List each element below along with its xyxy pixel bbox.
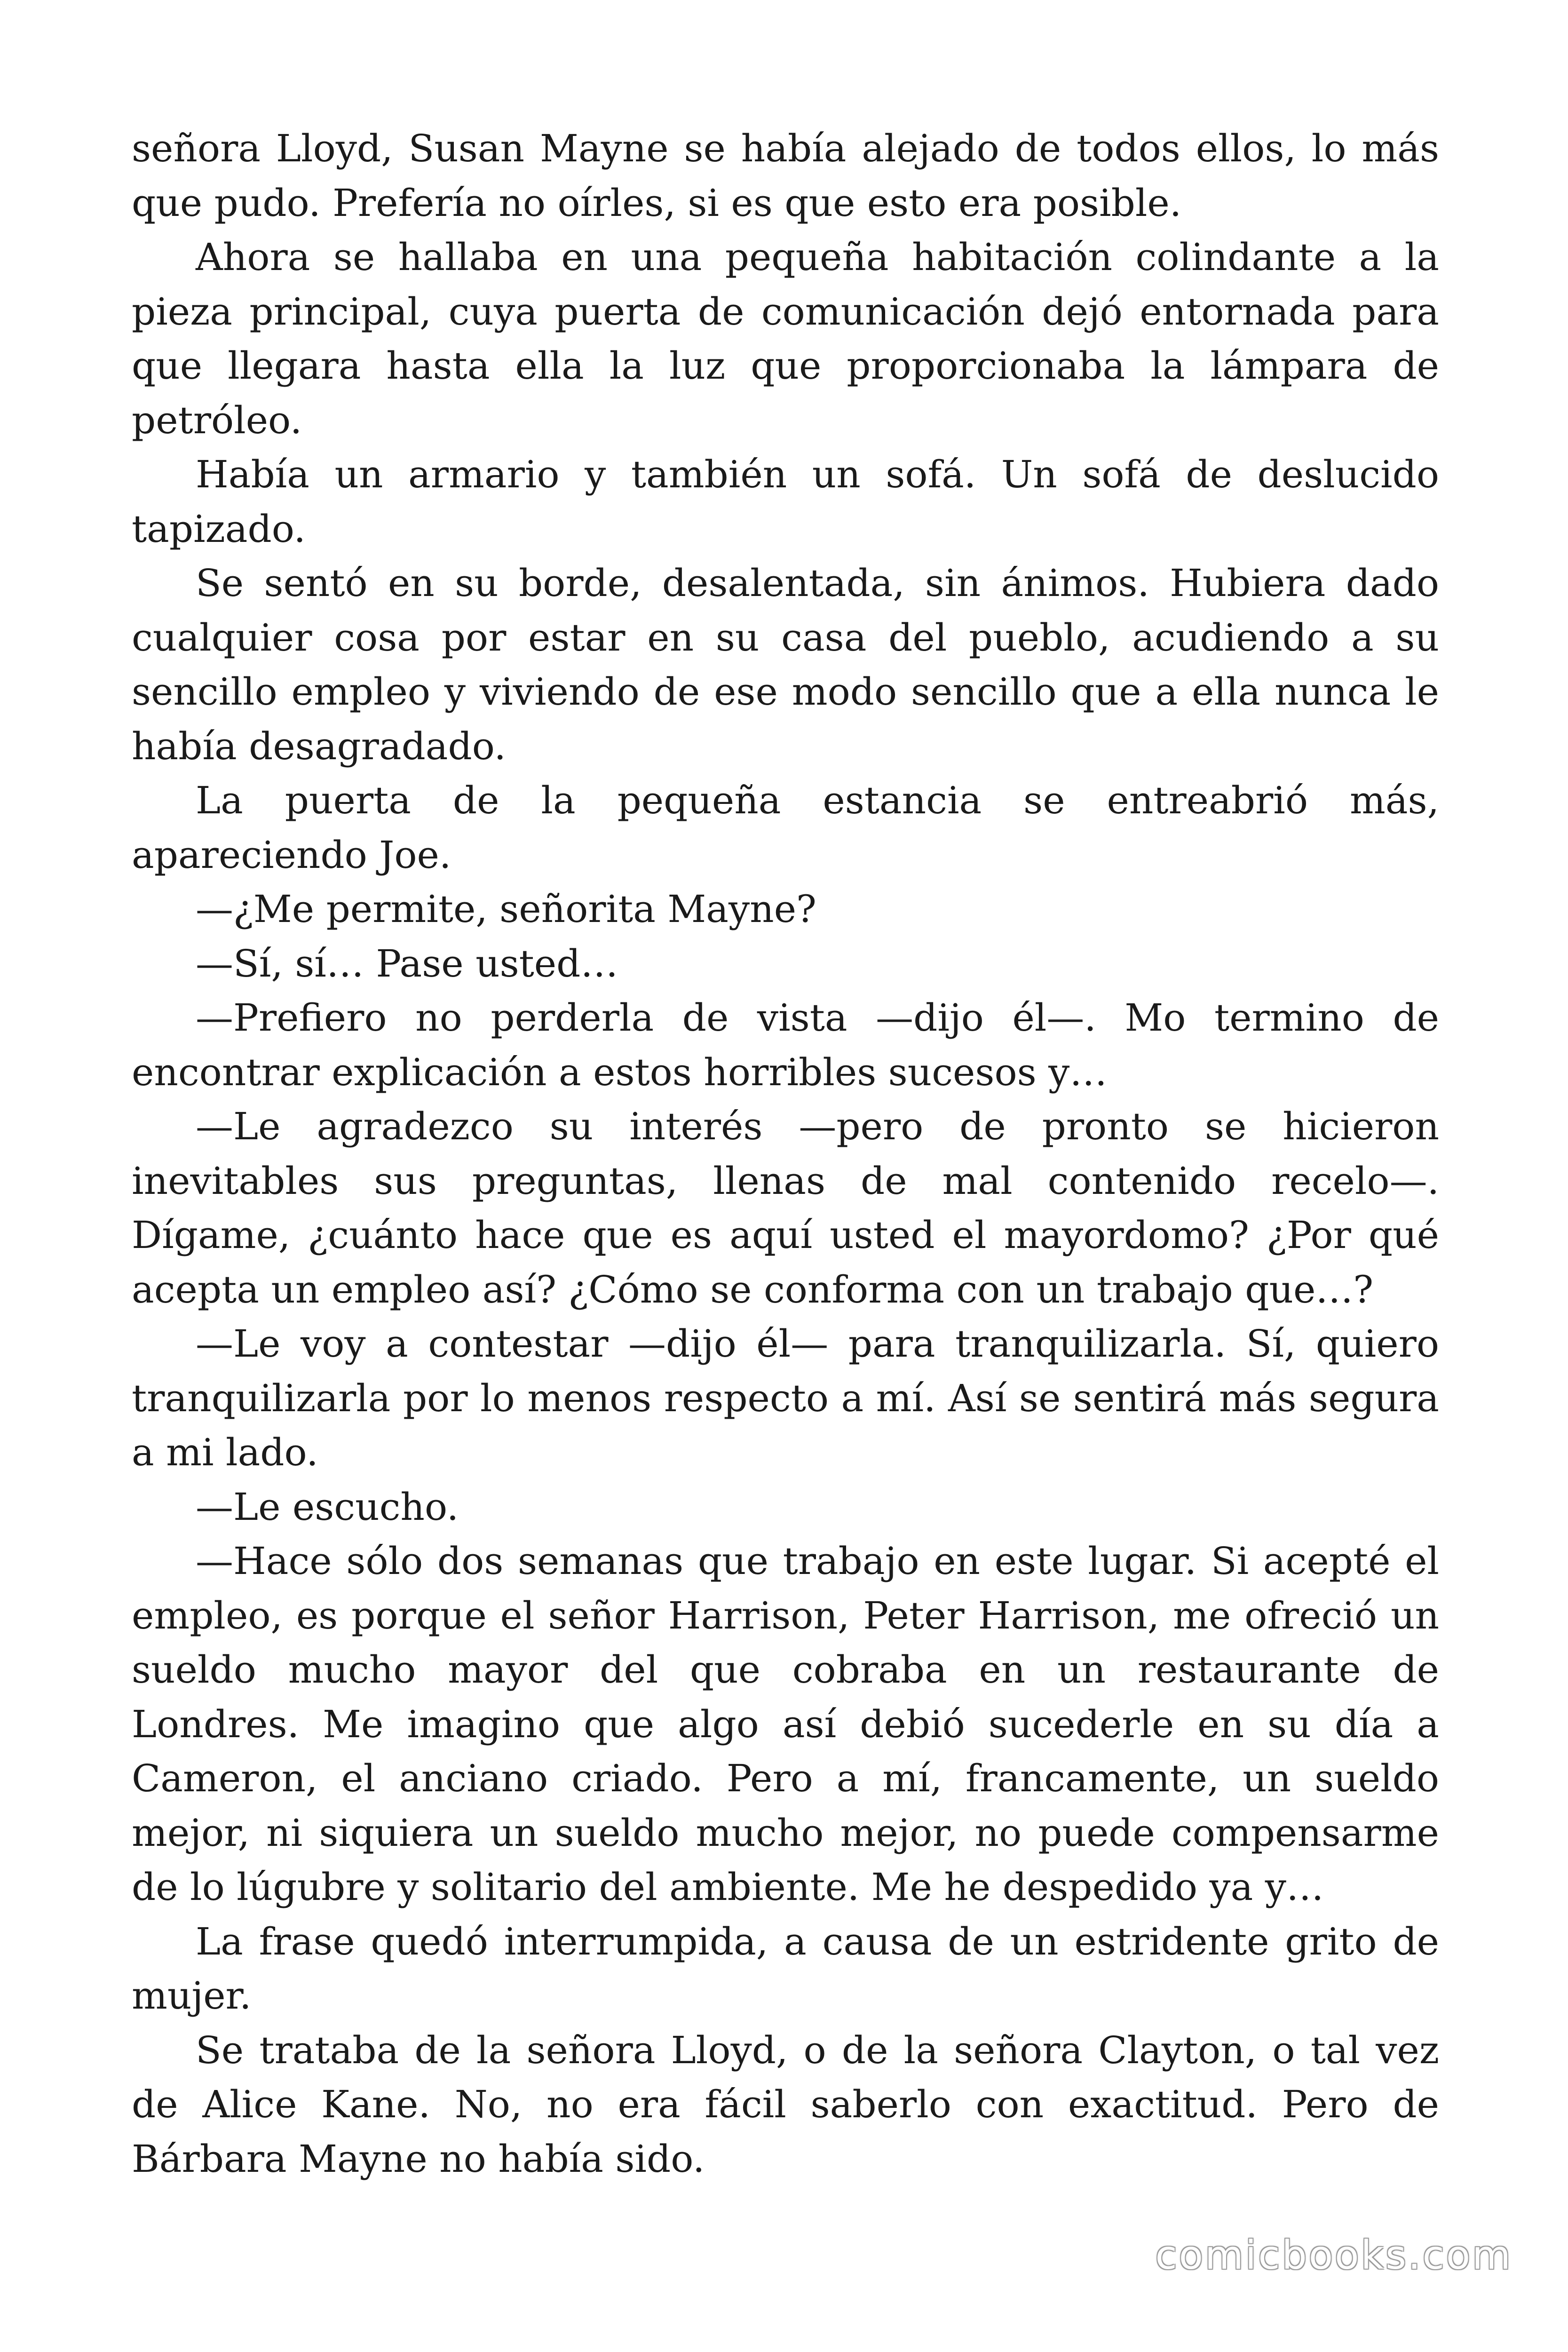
paragraph: La puerta de la pequeña estancia se entreabrió más, apareciendo Joe. [132,779,1439,877]
paragraph-continuation: señora Lloyd, Susan Mayne se había alejado de todos ellos, lo más que pudo. Prefería no oírles, si es que esto era posible. [132,127,1439,225]
dialogue-line: —Le escucho. [196,1485,459,1529]
dialogue-line: —¿Me permite, señorita Mayne? [196,887,816,931]
paragraph: Había un armario y también un sofá. Un sofá de deslucido tapizado. [132,453,1439,551]
dialogue-line: —Prefiero no perderla de vista —dijo él—. Mo termino de encontrar explicación a estos horribles sucesos y… [132,996,1439,1094]
paragraph: La frase quedó interrumpida, a causa de un estridente grito de mujer. [132,1919,1439,2018]
dialogue-line: —Le agradezco su interés —pero de pronto se hicieron inevitables sus preguntas, llenas de mal contenido recelo—. Dígame, ¿cuánto hace que es aquí usted el mayordomo? ¿Por qué acepta un empleo así? ¿Cómo se conforma con un trabajo que…? [132,1104,1439,1311]
dialogue-line: —Sí, sí… Pase usted… [196,941,618,985]
watermark: comicbooks.com [1155,2232,1513,2278]
paragraph: Se sentó en su borde, desalentada, sin ánimos. Hubiera dado cualquier cosa por estar en su casa del pueblo, acudiendo a su sencillo empleo y viviendo de ese modo sencillo que a ella nunca le había desagradado. [132,561,1439,768]
paragraph: Se trataba de la señora Lloyd, o de la señora Clayton, o tal vez de Alice Kane. No, no era fácil saberlo con exactitud. Pero de Bárbara Mayne no había sido. [132,2028,1439,2181]
paragraph: Ahora se hallaba en una pequeña habitación colindante a la pieza principal, cuya puerta de comunicación dejó entornada para que llegara hasta ella la luz que proporcionaba la lámpara de petróleo. [132,235,1439,442]
body-text [132,121,1439,2186]
dialogue-line: —Le voy a contestar —dijo él— para tranquilizarla. Sí, quiero tranquilizarla por lo menos respecto a mí. Así se sentirá más segura a mi lado. [132,1322,1439,1474]
dialogue-line: —Hace sólo dos semanas que trabajo en este lugar. Si acepté el empleo, es porque el señor Harrison, Peter Harrison, me ofreció un sueldo mucho mayor del que cobraba en un restaurante de Londres. Me imagino que algo así debió sucederle en su día a Cameron, el anciano criado. Pero a mí, francamente, un sueldo mejor, ni siquiera un sueldo mucho mejor, no puede compensarme de lo lúgubre y solitario del ambiente. Me he despedido ya y… [132,1539,1439,1909]
